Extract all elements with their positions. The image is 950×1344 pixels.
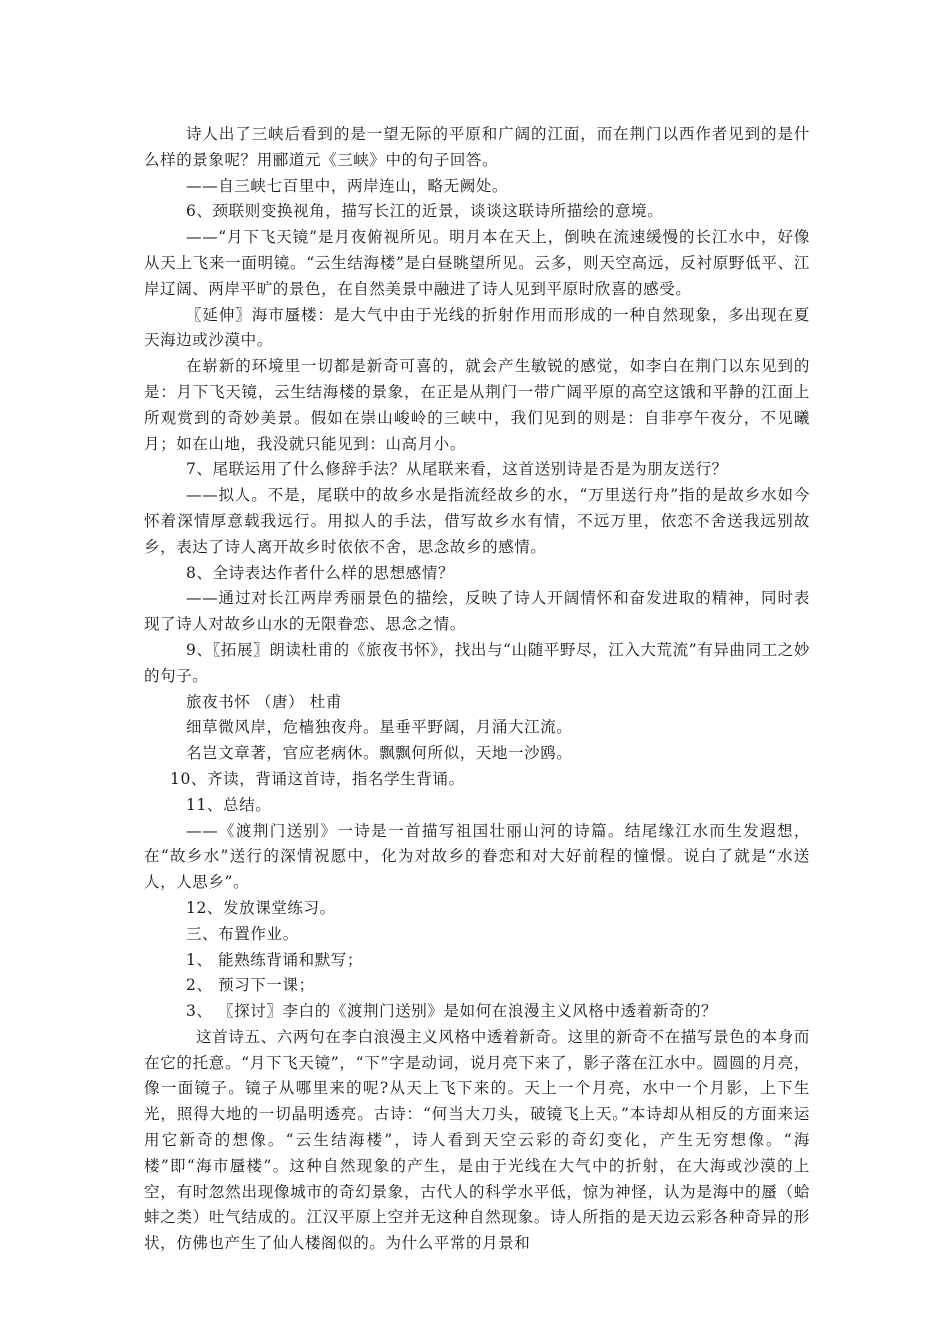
document-body	[144, 122, 810, 1257]
paragraph-new-environment: 在崭新的环境里一切都是新奇可喜的，就会产生敏锐的感觉，如李白在荆门以东见到的是：月下飞天镜，云生结海楼的景象，在正是从荆门一带广阔平原的高空这饿和平静的江面上所观赏到的奇妙美景。假如在崇山峻岭的三峡中，我们见到的则是：自非亭午夜分，不见曦月；如在山地，我没就只能见到：山高月小。	[144, 357, 810, 453]
poem-title: 旅夜书怀 （唐） 杜甫	[186, 692, 342, 711]
paragraph-extension: 〖延伸〗海市蜃楼：是大气中由于光线的折射作用而形成的一种自然现象，多出现在夏天海边或沙漠中。	[144, 305, 810, 350]
paragraph-answer-6: ——“月下飞天镜”是月夜俯视所见。明月本在天上，倒映在流速缓慢的长江水中，好像从天上飞来一面明镜。“云生结海楼”是白昼眺望所见。云多，则天空高远，反衬原野低平、江岸辽阔、两岸平旷的景色，在自然美景中融进了诗人见到平原时欣喜的感受。	[144, 228, 810, 298]
paragraph-question-7: 7、尾联运用了什么修辞手法？从尾联来看，这首送别诗是否是为朋友送行？	[186, 460, 728, 479]
poem-line-2: 名岂文章著，官应老病休。飘飘何所似，天地一沙鸥。	[186, 744, 573, 763]
paragraph-question-scene: 诗人出了三峡后看到的是一望无际的平原和广阔的江面，而在荆门以西作者见到的是什么样的景象呢？用郦道元《三峡》中的句子回答。	[144, 125, 810, 169]
paragraph-discussion: 这首诗五、六两句在李白浪漫主义风格中透着新奇。这里的新奇不在描写景色的本身而在它的托意。“月下飞天镜”，“下”字是动词，说月亮下来了，影子落在江水中。圆圆的月亮，像一面镜子。镜子从哪里来的呢?从天上飞下来的。天上一个月亮，水中一个月影，上下生光，照得大地的一切晶明透亮。古诗：“何当大刀头，破镜飞上天。”本诗却从相反的方面来运用它新奇的想像。“云生结海楼”，诗人看到天空云彩的奇幻变化，产生无穷想像。“海楼”即“海市蜃楼”。这种自然现象的产生，是由于光线在大气中的折射，在大海或沙漠的上空，有时忽然出现像城市的奇幻景象，古代人的科学水平低，惊为神怪，认为是海中的蜃（蛤蚌之类）吐气结成的。江汉平原上空并无这种自然现象。诗人所指的是天边云彩各种奇异的形状，仿佛也产生了仙人楼阁似的。为什么平常的月景和	[144, 1027, 810, 1253]
paragraph-item-12: 12、发放课堂练习。	[186, 898, 336, 917]
homework-item-1: 1、 能熟练背诵和默写；	[186, 950, 363, 969]
paragraph-answer-7: ——拟人。不是，尾联中的故乡水是指流经故乡的水，“万里送行舟”指的是故乡水如今怀着深情厚意载我远行。用拟人的手法，借写故乡水有情，不远万里，依恋不舍送我远别故乡，表达了诗人离开故乡时依依不舍，思念故乡的感情。	[144, 486, 810, 556]
paragraph-answer-8: ——通过对长江两岸秀丽景色的描绘，反映了诗人开阔情怀和奋发进取的精神，同时表现了诗人对故乡山水的无限眷恋、思念之情。	[144, 589, 810, 634]
poem-line-1: 细草微风岸，危樯独夜舟。星垂平野阔，月涌大江流。	[186, 718, 573, 737]
paragraph-item-11: 11、总结。	[186, 795, 272, 814]
paragraph-answer-sanxia: ——自三峡七百里中，两岸连山，略无阙处。	[186, 176, 509, 195]
paragraph-summary: ——《渡荆门送别》一诗是一首描写祖国壮丽山河的诗篇。结尾缘江水而生发遐想，在“故乡水”送行的深情祝愿中，化为对故乡的眷恋和对大好前程的憧憬。说白了就是“水送人，人思乡”。	[144, 821, 810, 892]
paragraph-question-8: 8、全诗表达作者什么样的思想感情？	[186, 563, 455, 582]
paragraph-question-6: 6、颈联则变换视角，描写长江的近景，谈谈这联诗所描绘的意境。	[186, 202, 664, 221]
paragraph-homework-heading: 三、布置作业。	[186, 924, 299, 943]
homework-item-2: 2、 预习下一课；	[186, 976, 315, 995]
homework-item-3: 3、 〖探讨〗李白的《渡荆门送别》是如何在浪漫主义风格中透着新奇的？	[186, 1002, 718, 1021]
paragraph-item-10: 10、齐读，背诵这首诗，指名学生背诵。	[170, 769, 465, 788]
paragraph-question-9: 9、〖拓展〗朗读杜甫的《旅夜书怀》，找出与“山随平野尽，江入大荒流”有异曲同工之妙的句子。	[144, 640, 810, 685]
